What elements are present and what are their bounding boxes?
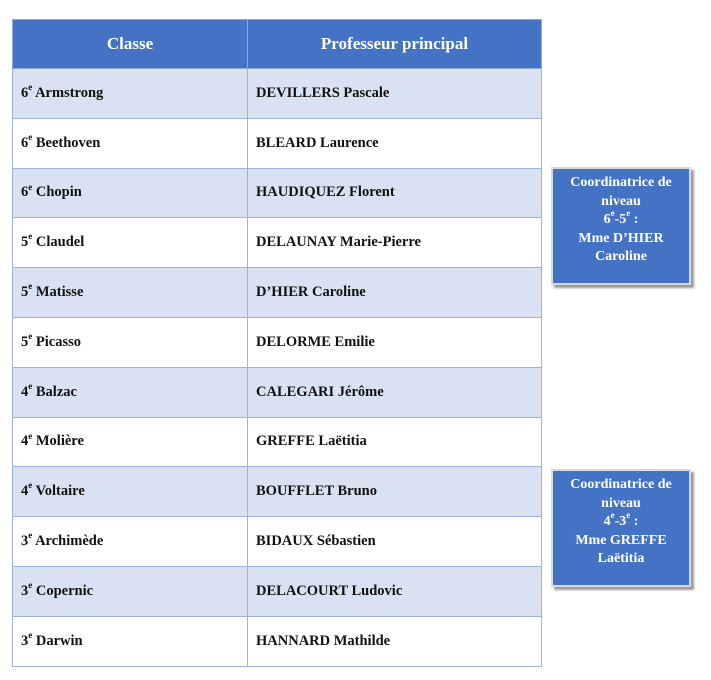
teacher-cell: BLEARD Laurence — [248, 118, 542, 168]
header-classe: Classe — [13, 20, 248, 69]
table-row — [13, 367, 542, 417]
table-row — [13, 317, 542, 367]
table-row — [13, 168, 542, 218]
class-cell: 4e Voltaire — [13, 467, 248, 517]
table-row — [13, 218, 542, 268]
class-cell: 4e Molière — [13, 417, 248, 467]
class-cell: 6e Chopin — [13, 168, 248, 218]
class-teacher-table — [12, 19, 542, 667]
teacher-cell: DELORME Emilie — [248, 317, 542, 367]
teacher-cell: HANNARD Mathilde — [248, 616, 542, 666]
teacher-cell: HAUDIQUEZ Florent — [248, 168, 542, 218]
coordinator-person: Mme D’HIER — [578, 230, 664, 246]
teacher-cell: CALEGARI Jérôme — [248, 367, 542, 417]
table-row — [13, 517, 542, 567]
coordinator-person-2: Caroline — [595, 249, 647, 264]
class-cell: 5e Picasso — [13, 317, 248, 367]
class-cell: 3e Darwin — [13, 616, 248, 666]
class-cell: 3e Archimède — [13, 517, 248, 567]
table-row — [13, 566, 542, 616]
coordinator-range: 6e-5e : — [603, 208, 639, 227]
table-row — [13, 616, 542, 666]
table-row — [13, 268, 542, 318]
class-cell: 5e Matisse — [13, 268, 248, 318]
teacher-cell: BOUFFLET Bruno — [248, 467, 542, 517]
coordinator-title-2: niveau — [601, 495, 641, 511]
coordinator-title: Coordinatrice de — [570, 175, 672, 190]
class-cell: 6e Armstrong — [13, 69, 248, 119]
class-cell: 3e Copernic — [13, 566, 248, 616]
teacher-cell: GREFFE Laëtitia — [248, 417, 542, 467]
table-header-row — [13, 20, 542, 69]
class-cell: 5e Claudel — [13, 218, 248, 268]
coordinator-person-2: Laëtitia — [597, 551, 645, 566]
coordinator-title-2: niveau — [601, 193, 641, 209]
table-row — [13, 417, 542, 467]
class-cell: 6e Beethoven — [13, 118, 248, 168]
teacher-cell: DELACOURT Ludovic — [248, 566, 542, 616]
class-cell: 4e Balzac — [13, 367, 248, 417]
table-body — [13, 69, 542, 667]
teacher-cell: D’HIER Caroline — [248, 268, 542, 318]
coordinator-box-4-3 — [551, 469, 691, 587]
teacher-cell: DEVILLERS Pascale — [248, 69, 542, 119]
table-row — [13, 118, 542, 168]
teacher-cell: DELAUNAY Marie-Pierre — [248, 218, 542, 268]
coordinator-title: Coordinatrice de — [570, 477, 672, 492]
coordinator-person: Mme GREFFE — [575, 532, 667, 548]
header-professeur: Professeur principal — [248, 20, 542, 69]
table-row — [13, 467, 542, 517]
coordinator-range: 4e-3e : — [603, 510, 639, 529]
coordinator-box-6-5 — [551, 167, 691, 285]
teacher-cell: BIDAUX Sébastien — [248, 517, 542, 567]
table-row — [13, 69, 542, 119]
